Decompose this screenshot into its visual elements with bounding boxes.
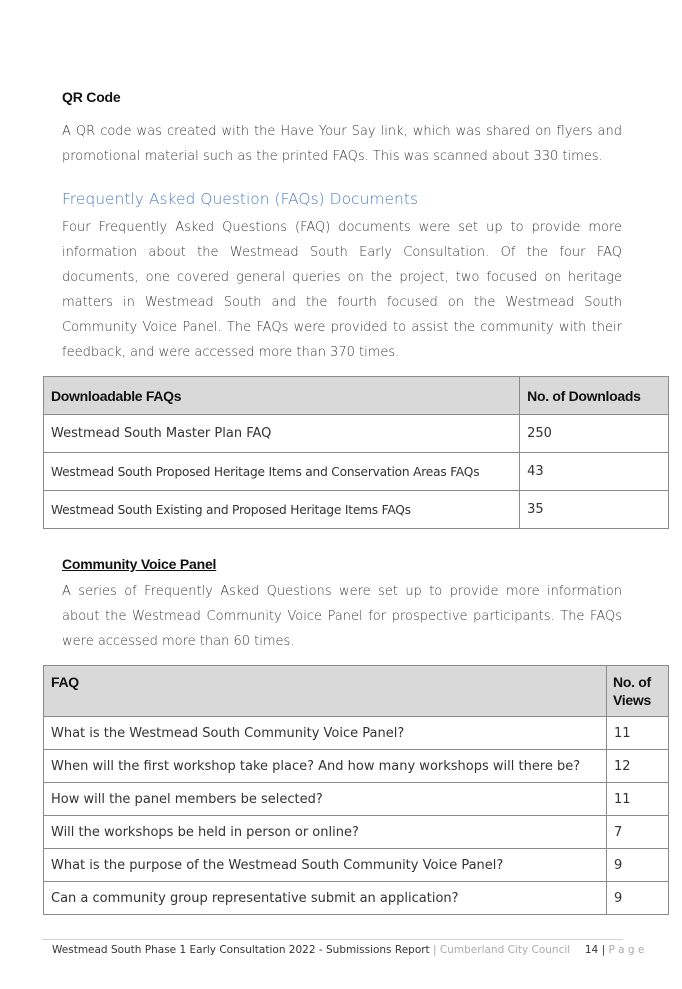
page-footer [52, 944, 644, 956]
footer-page-separator: | [601, 944, 606, 956]
footer-page-label: P a g e [608, 944, 645, 956]
view-count: 9 [607, 882, 669, 915]
community-voice-panel-paragraph: A series of Frequently Asked Questions were set up to provide more information about the Westmead Community Voice Panel for prospective participants. The FAQs were accessed more than 60 times. [62, 584, 622, 649]
faq-document-name: Westmead South Proposed Heritage Items and Conservation Areas FAQs [44, 453, 520, 491]
downloads-table [43, 376, 669, 529]
faq-document-name: Westmead South Existing and Proposed Heritage Items FAQs [44, 491, 520, 529]
view-count: 11 [607, 783, 669, 816]
download-count: 250 [520, 415, 669, 453]
table-row [44, 415, 669, 453]
faq-question: When will the first workshop take place? And how many workshops will there be? [44, 750, 607, 783]
table-row [44, 491, 669, 529]
downloads-table-header [44, 377, 669, 415]
footer-separator: | [433, 944, 437, 956]
column-header-no-of-downloads: No. of Downloads [520, 377, 669, 415]
table-row [44, 717, 669, 750]
faq-document-name: Westmead South Master Plan FAQ [44, 415, 520, 453]
view-count: 9 [607, 849, 669, 882]
download-count: 43 [520, 453, 669, 491]
column-header-downloadable-faqs: Downloadable FAQs [44, 377, 520, 415]
qr-code-heading: QR Code [62, 89, 121, 105]
views-table-header [44, 666, 669, 717]
faq-question: What is the purpose of the Westmead South Community Voice Panel? [44, 849, 607, 882]
view-count: 11 [607, 717, 669, 750]
footer-divider [42, 939, 623, 940]
faq-question: Can a community group representative submit an application? [44, 882, 607, 915]
table-row [44, 816, 669, 849]
footer-page-number: 14 [584, 944, 599, 956]
download-count: 35 [520, 491, 669, 529]
faq-documents-heading: Frequently Asked Question (FAQs) Documents [62, 190, 419, 208]
views-table [43, 665, 669, 915]
table-row [44, 849, 669, 882]
column-header-no-of-views: No. of Views [607, 666, 669, 717]
faq-question: How will the panel members be selected? [44, 783, 607, 816]
faq-documents-paragraph: Four Frequently Asked Questions (FAQ) documents were set up to provide more information about the Westmead South Early Consultation. Of the four FAQ documents, one covered general queries on the project, two focused on heritage matters in Westmead South and the fourth focused on the Westmead South Community Voice Panel. The FAQs were provided to assist the community with their feedback, and were accessed more than 370 times. [62, 220, 622, 360]
qr-code-paragraph: A QR code was created with the Have Your Say link, which was shared on flyers and promotional material such as the printed FAQs. This was scanned about 330 times. [62, 124, 622, 164]
table-row [44, 882, 669, 915]
community-voice-panel-heading: Community Voice Panel [62, 556, 217, 572]
table-row [44, 783, 669, 816]
faq-question: Will the workshops be held in person or online? [44, 816, 607, 849]
view-count: 7 [607, 816, 669, 849]
table-row [44, 750, 669, 783]
footer-council-name: Cumberland City Council [439, 944, 571, 956]
footer-report-title: Westmead South Phase 1 Early Consultation 2022 - Submissions Report [52, 944, 430, 956]
faq-question: What is the Westmead South Community Voice Panel? [44, 717, 607, 750]
column-header-faq: FAQ [44, 666, 607, 717]
table-row [44, 453, 669, 491]
view-count: 12 [607, 750, 669, 783]
